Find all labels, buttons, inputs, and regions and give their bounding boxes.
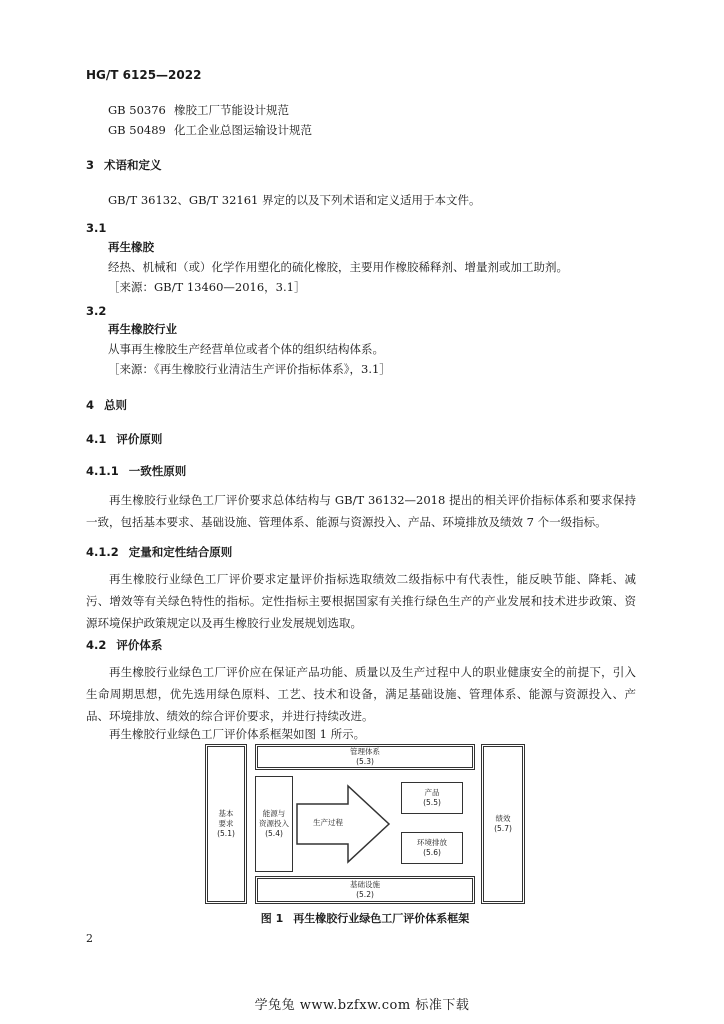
- management-system-box: 管理体系 (5.3): [255, 744, 475, 770]
- reference-item: GB 50376 橡胶工厂节能设计规范: [108, 103, 289, 117]
- production-process-label: 生产过程: [313, 818, 343, 827]
- section-4-1-heading: 4.1 评价原则: [86, 432, 163, 446]
- section-4-1-1-text: 再生橡胶行业绿色工厂评价要求总体结构与 GB/T 36132—2018 提出的相关评价指标体系和要求保持一致，包括基本要求、基础设施、管理体系、能源与资源投入、产品、环境排放及绩效 7 个一级指标。: [86, 493, 636, 529]
- term-3-2: 再生橡胶行业: [108, 322, 177, 336]
- clause-3-1-number: 3.1: [86, 221, 107, 235]
- clause-3-2-number: 3.2: [86, 304, 107, 318]
- definition-3-2: 从事再生橡胶生产经营单位或者个体的组织结构体系。: [108, 342, 384, 356]
- page-number: 2: [86, 932, 93, 945]
- product-box: 产品 (5.5): [401, 782, 463, 814]
- production-process-arrow-icon: [293, 784, 393, 864]
- footer-watermark: 学兔兔 www.bzfxw.com 标准下载: [254, 998, 470, 1013]
- section-4-1-2-text: 再生橡胶行业绿色工厂评价要求定量评价指标选取绩效二级指标中有代表性，能反映节能、降耗、减污、增效等有关绿色特性的指标。定性指标主要根据国家有关推行绿色生产的产业发展和技术进步政策、资源环境保护政策规定以及再生橡胶行业发展规划选取。: [86, 572, 636, 630]
- framework-diagram: [205, 744, 525, 904]
- section-4-2-heading: 4.2 评价体系: [86, 638, 163, 652]
- section-4-1-1-heading: 4.1.1 一致性原则: [86, 464, 187, 478]
- term-3-1: 再生橡胶: [108, 240, 154, 254]
- section-4-heading: 4 总则: [86, 398, 128, 412]
- infrastructure-box: 基础设施 (5.2): [255, 876, 475, 904]
- reference-item: GB 50489 化工企业总图运输设计规范: [108, 123, 312, 137]
- section-3-heading: 3 术语和定义: [86, 158, 162, 172]
- energy-resource-box: 能源与 资源投入 (5.4): [255, 776, 293, 872]
- standard-code: HG/T 6125—2022: [86, 68, 202, 82]
- section-4-1-2-heading: 4.1.2 定量和定性结合原则: [86, 545, 233, 559]
- source-3-1: ［来源：GB/T 13460—2016，3.1］: [108, 280, 306, 294]
- basic-requirements-box: 基本 要求 (5.1): [205, 744, 247, 904]
- section-3-intro: GB/T 36132、GB/T 32161 界定的以及下列术语和定义适用于本文件。: [108, 193, 481, 207]
- figure-caption: 图 1 再生橡胶行业绿色工厂评价体系框架: [260, 912, 470, 925]
- section-4-2-figure-ref: 再生橡胶行业绿色工厂评价体系框架如图 1 所示。: [109, 727, 366, 741]
- definition-3-1: 经热、机械和（或）化学作用塑化的硫化橡胶，主要用作橡胶稀释剂、增量剂或加工助剂。: [108, 260, 568, 274]
- performance-box: 绩效 (5.7): [481, 744, 525, 904]
- source-3-2: ［来源：《再生橡胶行业清洁生产评价指标体系》，3.1］: [108, 362, 391, 376]
- environmental-emission-box: 环境排放 (5.6): [401, 832, 463, 864]
- section-4-2-text: 再生橡胶行业绿色工厂评价应在保证产品功能、质量以及生产过程中人的职业健康安全的前提下，引入生命周期思想，优先选用绿色原料、工艺、技术和设备，满足基础设施、管理体系、能源与资源投入、产品、环境排放、绩效的综合评价要求，并进行持续改进。: [86, 665, 636, 723]
